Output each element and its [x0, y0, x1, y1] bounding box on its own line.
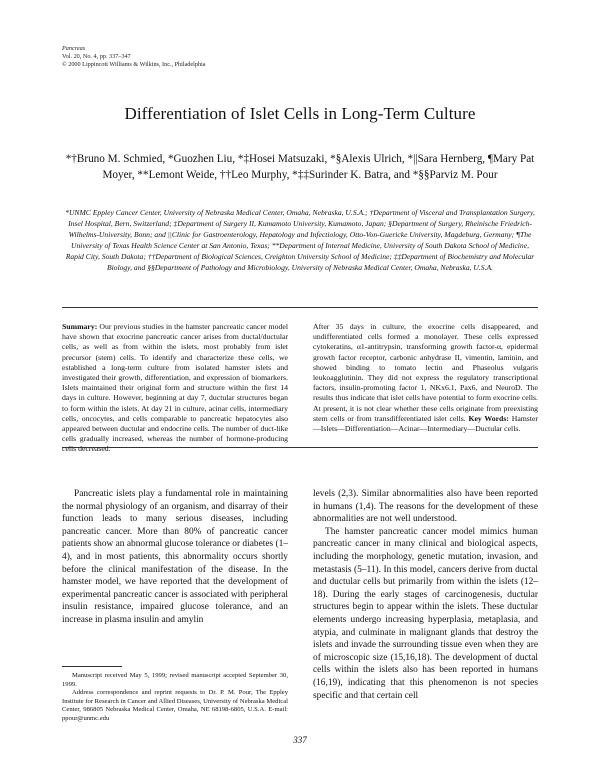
abstract-lead: Summary: [62, 322, 98, 331]
body-paragraph-continued: levels (2,3). Similar abnormalities also have been reported in humans (1,4). The reasons for the development of these abnormalities are not well understood. [313, 489, 538, 525]
body-left-column [62, 488, 288, 627]
keywords: Hamster—Islets—Differentiation—Acinar—Intermediary—Ductular cells. [313, 413, 538, 434]
footnote-rule [62, 666, 122, 667]
page-number: 337 [293, 735, 307, 745]
footnote-correspondence: Address correspondence and reprint requests to Dr. P. M. Pour, The Eppley Institute for Research in Cancer and Allied Diseases, University of Nebraska Medical Center, 986805 Nebraska Medical Center, Omaha, NE 68198-6805, U.S.A. E-mail: ppour@unmc.edu [62, 689, 288, 722]
journal-name: Pancreas [62, 45, 86, 52]
footnote-received: Manuscript received May 5, 1999; revised manuscript accepted September 30, 1999. [62, 672, 288, 688]
article-title: Differentiation of Islet Cells in Long-Term Culture [124, 104, 476, 123]
abstract-bottom-rule [62, 447, 538, 448]
body-paragraph: The hamster pancreatic cancer model mimics human pancreatic cancer in many clinical and biological aspects, including the morphology, genetic mutation, invasion, and metastasis (5–11). In this model, cancers derive from ductal and ductular cells but primarily from within the islets (12–18). During the early stages of carcinogenesis, ductular structures begin to appear within the islets. These ductular elements undergo increasing hyperplasia, metaplasia, and atypia, and culminate in malignant glands that destroy the islets and invade the surrounding tissue even when they are of microscopic size (15,16,18). The development of ductal cells within the islets also has been reported in humans (16,19), indicating that this phenomenon is not species specific and that certain cell [313, 526, 538, 701]
abstract-text-left: Our previous studies in the hamster pancreatic cancer model have shown that exocrine pancreatic cancer arises from ductal/ductular cells, as well as from within the islets, most probably from islet precursor (stem) cells. To identify and characterize these cells, we established a long-term culture from isolated hamster islets and investigated their growth, differentiation, and expression of biomarkers. Islets maintained their original form and structure within the first 14 days in culture. However, beginning at day 7, ductular structures began to form within the islets. At day 21 in culture, acinar cells, intermediary cells, oncocytes, and cells comparable to pancreatic hepatocytes also appeared between ductular and endocrine cells. The number of duct-like cells gradually increased, whereas the number of hormone-producing cells decreased. [62, 322, 288, 454]
body-right-column [313, 488, 538, 702]
footnotes [62, 672, 288, 724]
abstract-left-column [62, 322, 288, 455]
abstract-right-column [313, 322, 538, 434]
abstract-text-right: After 35 days in culture, the exocrine cells disappeared, and undifferentiated cells formed a monolayer. These cells expressed cytokeratins, α1-antitrypsin, transforming growth factor-α, epidermal growth factor receptor, carbonic anhydrase II, vimentin, laminin, and showed binding to tomato lectin and Phaseolus vulgaris leukoagglutinin. They did not express the regulatory transcriptional factors, insulin-promoting factor 1, NKx6.1, Pax6, and NeuroD. The results thus indicate that islet cells have potential to form exocrine cells. At present, it is not clear whether these cells originate from preexisting stem cells or from transdifferentiated islet cells. [313, 322, 538, 423]
abstract-top-rule [62, 307, 538, 308]
journal-header [62, 45, 206, 69]
journal-copyright: © 2000 Lippincott Williams & Wilkins, Inc., Philadelphia [62, 61, 206, 68]
keywords-label: Key Words: [468, 413, 509, 423]
journal-volume: Vol. 20, No. 4, pp. 337–347 [62, 53, 131, 60]
body-paragraph: Pancreatic islets play a fundamental role in maintaining the normal physiology of an organism, and disarray of their function leads to many serious diseases, including pancreatic cancer. More than 80% of pancreatic cancer patients show an abnormal glucose tolerance or diabetes (1–4), and in most patients, this abnormality occurs shortly before the clinical manifestation of the disease. In the hamster model, we have reported that the development of experimental pancreatic cancer is associated with peripheral insulin resistance, impaired glucose tolerance, and an increase in plasma insulin and amylin [62, 489, 288, 625]
author-list: *†Bruno M. Schmied, *Guozhen Liu, *‡Hosei Matsuzaki, *§Alexis Ulrich, *||Sara Hernberg, ¶Mary Pat Moyer, **Lemont Weide, ††Leo Murphy, *‡‡Surinder K. Batra, and *§§Parviz M. Pour [65, 153, 535, 181]
affiliations: *UNMC Eppley Cancer Center, University of Nebraska Medical Center, Omaha, Nebraska, U.S.A.; †Department of Visceral and Transplantation Surgery, Insel Hospital, Bern, Switzerland; ‡Department of Surgery II, Kumamoto University, Kumamoto, Japan; §Department of Surgery, Rheinische Friedrich-Wilhelms-University, Bonn; and ||Clinic for Gastroenterology, Hepatology and Infectiology, Otto-Von-Guericke University, Magdeburg, Germany; ¶The University of Texas Health Science Center at San Antonio, Texas; **Department of Internal Medicine, University of South Dakota School of Medicine, Rapid City, South Dakota; ††Department of Biological Sciences, Creighton University School of Medicine; ‡‡Department of Biochemistry and Molecular Biology, and §§Department of Pathology and Microbiology, University of Nebraska Medical Center, Omaha, Nebraska, U.S.A. [65, 208, 535, 273]
